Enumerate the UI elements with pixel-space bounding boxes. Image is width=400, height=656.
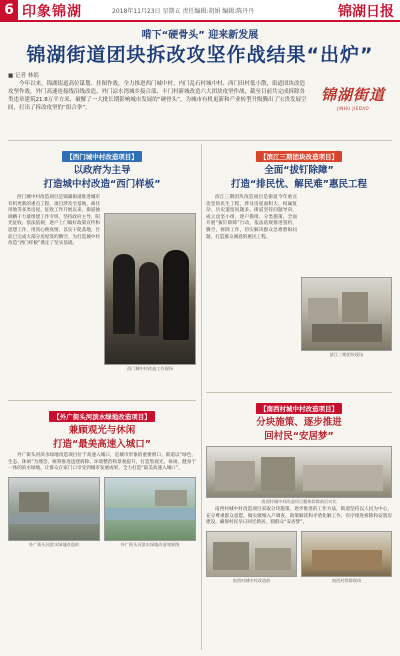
panel-body: 西门城中村改造项目是锦湖街道推进城市有机更新的重点工程，项目涉及宅基地、商住用地等多类房屋，征收工作开展以来，街道抽调精干力量组建工作专班，坚持政府主导、阳光征收、依法依规，逐户上门做好政策宣传和思想工作，用真心换真情，以实干促落地，目前已完成大部分房屋签约腾空，为打造城中村改造“西门样板”奠定了坚实基础。: [8, 195, 100, 247]
photo-caption-top: 南西村城中村改造项目整体拆除前后对比: [261, 499, 337, 504]
panel-tag: 【西门城中村改造项目】: [62, 151, 142, 162]
photo-caption-left: 外广街头河滨水绿地改造前: [28, 541, 80, 547]
photo-nanxi-demolition: [301, 531, 392, 577]
lead-paragraph: 今年以来，锦湖街道高位谋划、挂图作战，全力推进西门城中村、内门乱石村城中村、西门田村低小散、街道团块改造攻坚作战，外门高速连接线沿线改造、外门凉水湾城乡接合部、丰门村新城改造六大团块攻坚作战，截至目前共完成拆除各类违章建筑21.8万平方米，破解了一大批长期影响城市发展的“硬骨头”，为城市有机更新和产业转型升级腾出了宝贵发展空间，打出了拆改攻坚的“组合拳”。: [8, 81, 307, 111]
photo-nanxi-overview: [206, 446, 392, 498]
divider: [8, 400, 196, 401]
divider: [8, 140, 392, 141]
panel-title-line1: 全面“拔钉除障”: [264, 165, 334, 176]
panel-body: 外广街头河滨水绿地改造项目位于高速入城口，是城市形象的重要窗口。街道以“绿色、生态、休闲”为理念，统筹推进违建拆除、环境整治和景观提升，打造集观光、休闲、健身于一体的滨水绿地，让群众在家门口享受到城市发展成果，全力打造“最美高速入城口”。: [8, 453, 196, 472]
panel-title-line1: 以政府为主导: [73, 165, 131, 176]
panel-title-line2: 打造“最美高速入城口”: [53, 439, 151, 450]
paper-name: 锦湖日报: [338, 4, 394, 20]
photo-nanxi-before: [206, 531, 297, 577]
issue-meta: 2018年11月23日 星期五 责任编辑:胡娟 编辑:陈丹丹: [112, 8, 255, 15]
headline-kicker: 啃下“硬骨头” 迎来新发展: [141, 30, 259, 41]
section-name: 印象锦湖: [22, 4, 82, 20]
panel-binjiang: [206, 144, 392, 390]
panel-title-line2: 打造城中村改造“西门样板”: [43, 179, 161, 190]
page-number: 6: [0, 0, 18, 20]
panel-tag: 【南西村城中村改造项目】: [256, 403, 342, 414]
divider: [206, 392, 392, 393]
panel-body: 滨江三期团块改造项目是街道今年重点攻坚的民生工程，涉及房屋面积大、权属复杂、历史遗留问题多。街道坚持问题导向，成立攻坚小组，逐户摸排、分类施策，全面开展“拔钉除障”行动，依法依规推进签约、腾空、拆除工作，切实解决群众急难愁盼问题，打造群众满意的惠民工程。: [206, 195, 297, 240]
panel-nanxi: [206, 396, 392, 650]
panel-title-line2: 回村民“安居梦”: [264, 431, 334, 442]
panel-waiguang: [8, 404, 196, 650]
photo-ximen-workers: [104, 213, 196, 365]
panel-tag: 【外广街头河滨水绿地改造项目】: [49, 411, 155, 422]
main-headline: 锦湖街道团块拆改攻坚作战结果“出炉”: [26, 44, 374, 66]
logo-subtext: JINHU JIEDAO: [336, 106, 370, 111]
logo-text: 锦湖街道: [320, 86, 385, 104]
masthead: [0, 0, 400, 22]
photo-caption: 西门城中村改造工作现场: [126, 366, 174, 371]
photo-caption-left: 南西村城中村改造前: [232, 577, 271, 583]
photo-waiguang-after: [104, 477, 196, 541]
panel-title-line1: 分块施策、逐步推进: [256, 417, 342, 428]
panel-title-line2: 打造“排民忧、解民难”惠民工程: [231, 179, 367, 190]
panel-body: 南西村城中村改造项目采取分块施策、逐步推进的工作方法，街道坚持以人民为中心，充分尊重群众意愿，做实做细入户调查、政策解读和矛盾化解工作，有序推进拆除和安置房建设，确保村民早日回迁新居，圆群众“安居梦”。: [206, 507, 392, 526]
panel-ximen: [8, 144, 196, 398]
byline: ■ 记者 林娟: [8, 73, 39, 79]
column-divider: [201, 144, 202, 650]
photo-caption-right: 南西村拆除现场: [331, 577, 362, 583]
photo-waiguang-before: [8, 477, 100, 541]
panel-tag: 【滨江三期团块改造项目】: [256, 151, 342, 162]
photo-caption-right: 外广街头河滨水绿地改造效果图: [120, 541, 180, 547]
district-logo: [312, 84, 394, 118]
photo-binjiang-aerial: [301, 277, 392, 351]
panel-title-line1: 兼顾观光与休闲: [68, 425, 136, 436]
photo-caption: 滨江三期团块现场: [329, 352, 364, 357]
